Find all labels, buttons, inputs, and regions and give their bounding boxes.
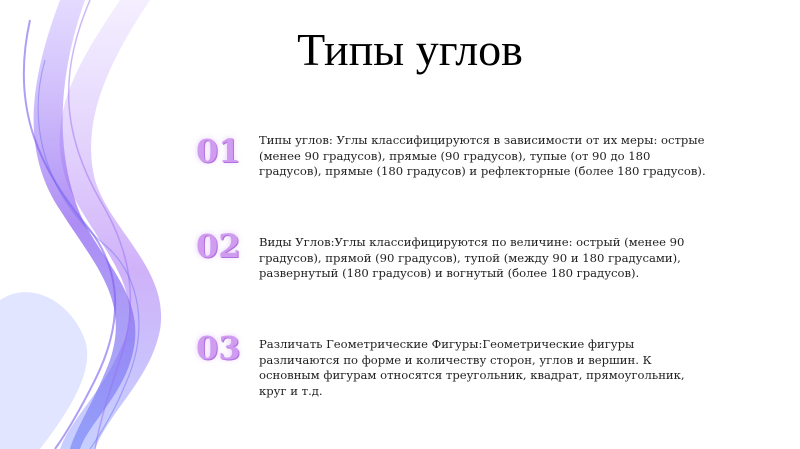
slide-title: Типы углов [297, 24, 523, 75]
list-item [196, 133, 716, 203]
smoke-decoration [0, 0, 220, 449]
list-item [196, 330, 716, 400]
item-text: Виды Углов:Углы классифицируются по величине: острый (менее 90 градусов), прямой (90 градусов), тупой (между 90 и 180 градусами), развернутый (180 градусов) и вогнутый (более 180 градусов). [259, 235, 685, 280]
item-text: Различать Геометрические Фигуры:Геометрические фигуры различаются по форме и количеству сторон, углов и вершин. К основным фигурам относятся треугольник, квадрат, прямоугольник, круг и т.д. [259, 337, 685, 398]
item-text: Типы углов: Углы классифицируются в зависимости от их меры: острые (менее 90 градусов), прямые (90 градусов), тупые (от 90 до 180 градусов), прямые (180 градусов) и рефлекторные (более 180 градусов). [259, 133, 706, 178]
item-number: 01 [196, 132, 241, 170]
list-item [196, 228, 716, 298]
item-number: 03 [196, 329, 241, 367]
item-number: 02 [196, 227, 241, 265]
